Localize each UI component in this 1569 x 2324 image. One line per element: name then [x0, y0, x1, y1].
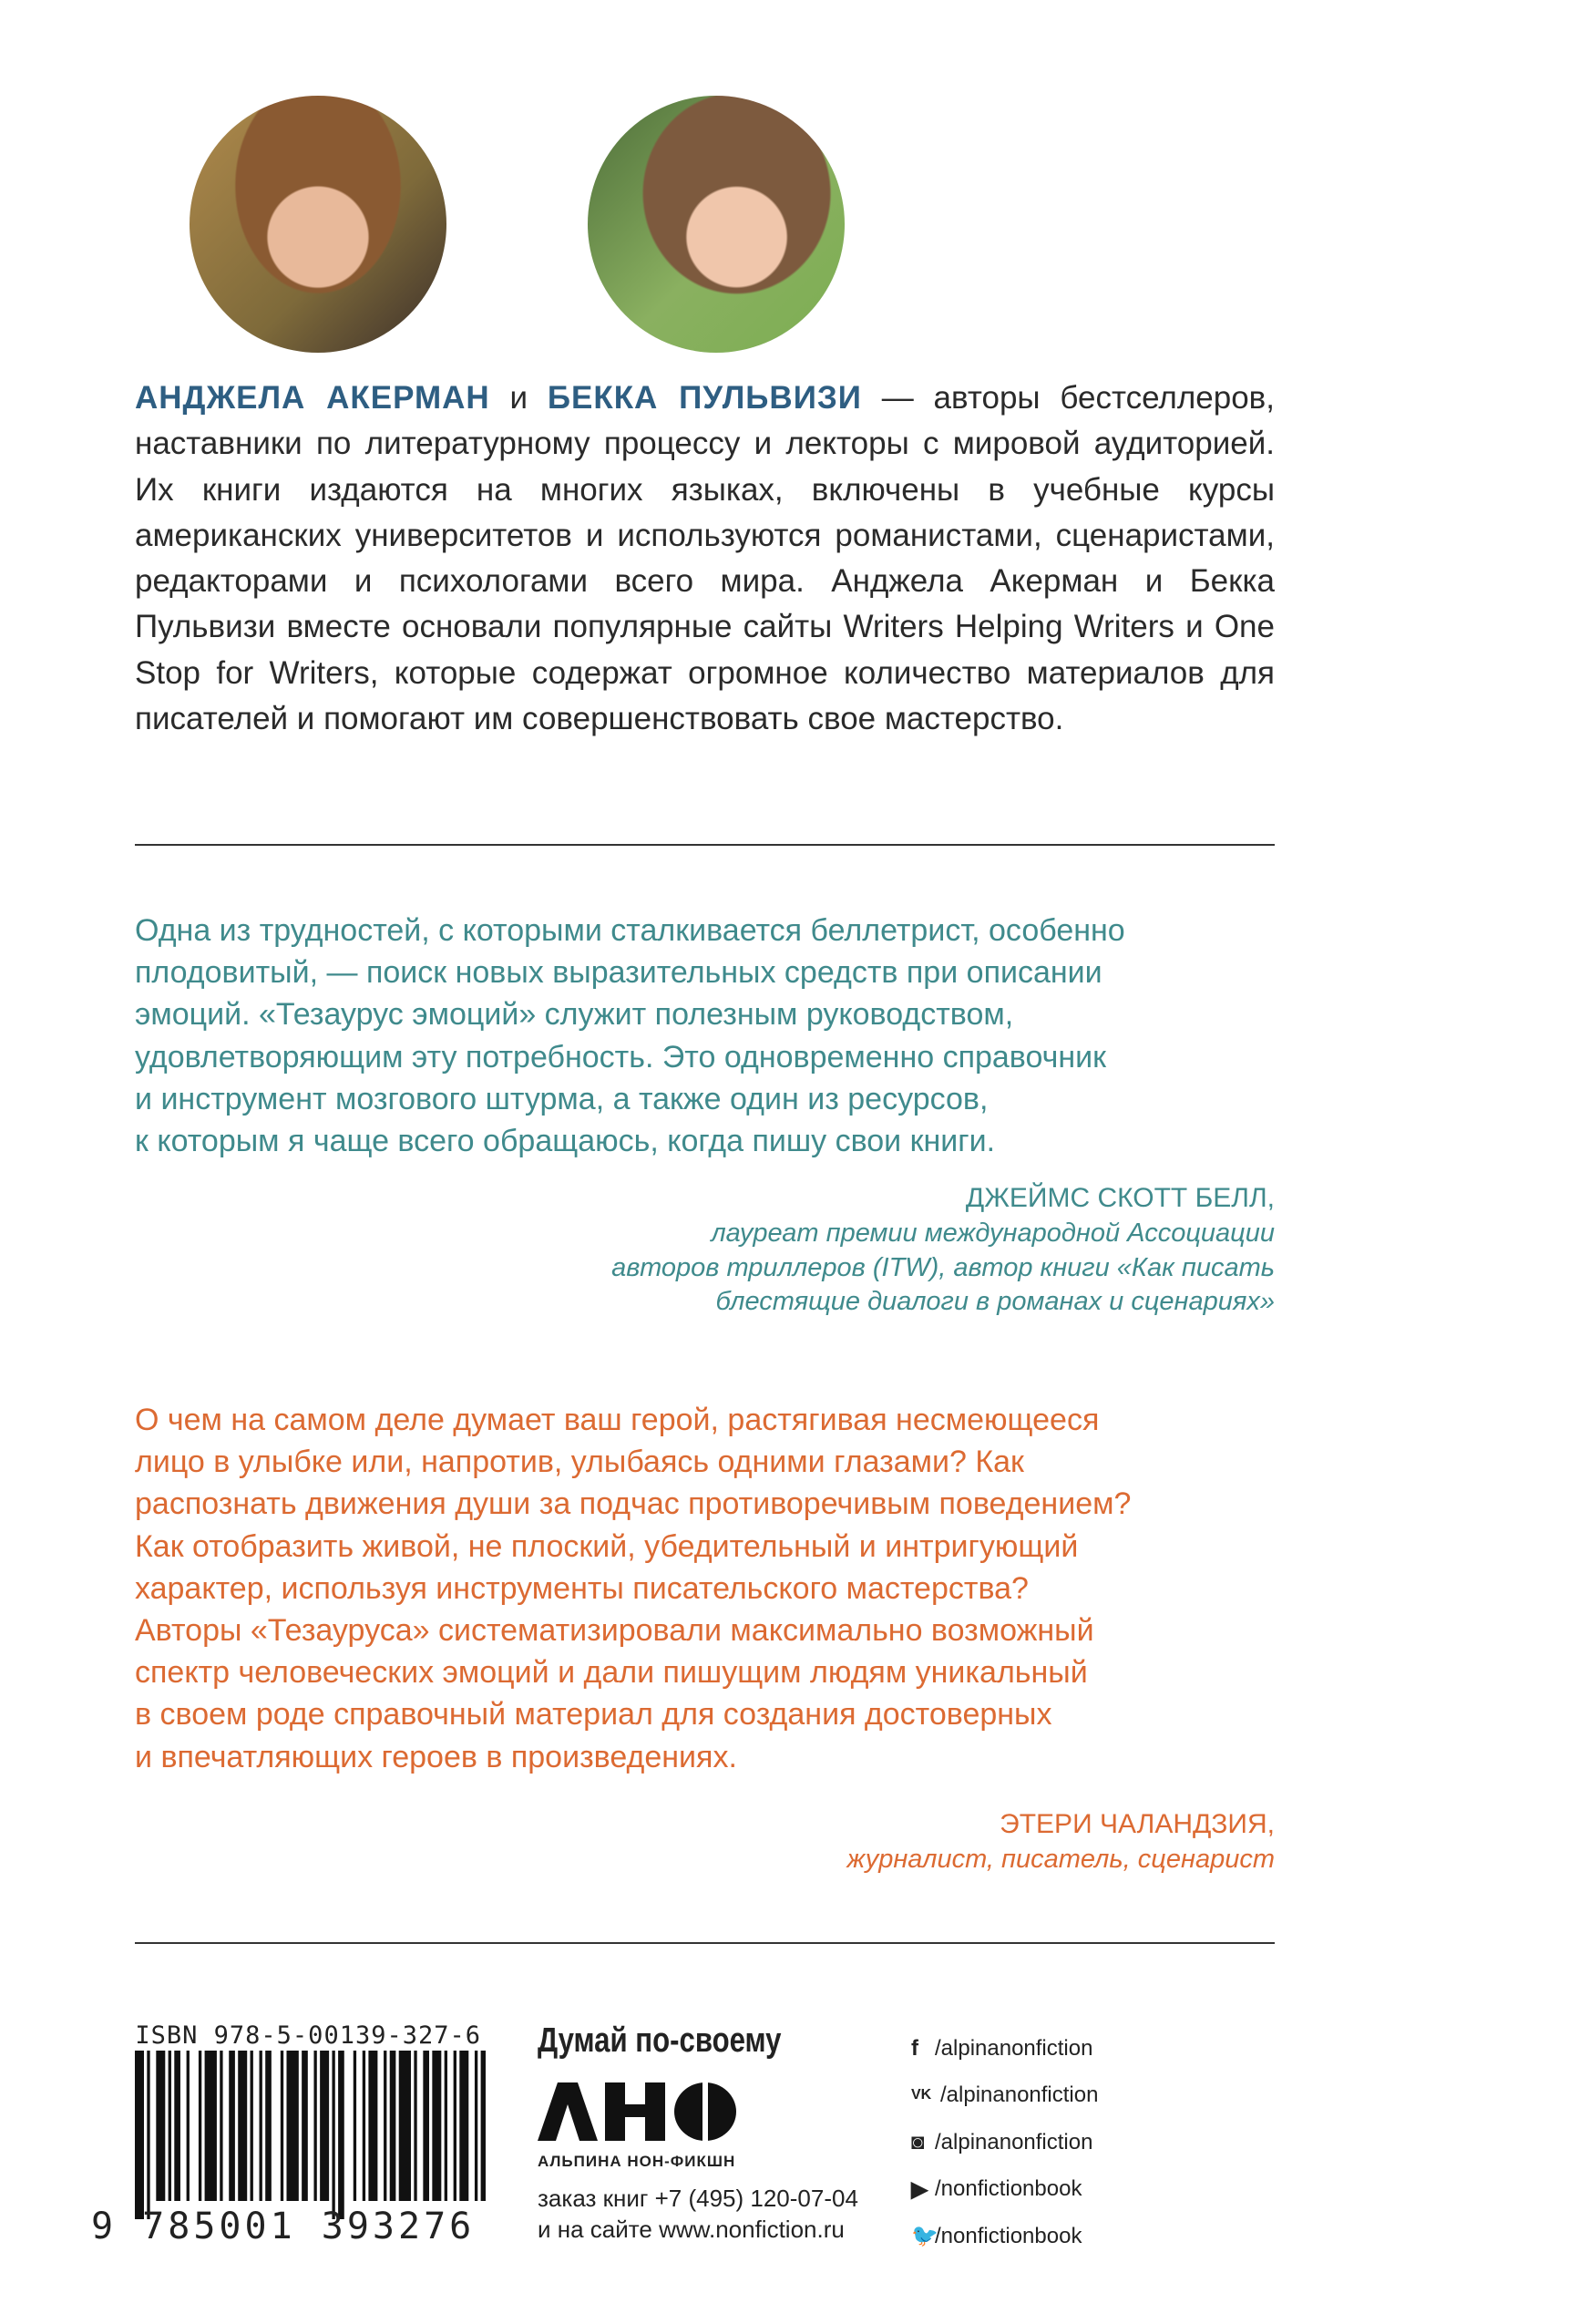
quote-line: характер, используя инструменты писательского мастерства?: [135, 1570, 1029, 1606]
barcode-bar: [199, 2051, 201, 2201]
instagram-icon: ◙: [911, 2129, 925, 2154]
barcode-bar: [302, 2051, 308, 2201]
quote-line: удовлетворяющим эту потребность. Это одновременно справочник: [135, 1039, 1107, 1075]
quote-line: плодовитый, — поиск новых выразительных средств при описании: [135, 955, 1102, 991]
quote-line: и впечатляющих героев в произведениях.: [135, 1739, 737, 1774]
quote-line: и инструмент мозгового штурма, а также один из ресурсов,: [135, 1081, 989, 1116]
bio-text: — авторы бестселлеров, наставники по литературному процессу и лекторы с мировой аудиторией. Их книги издаются на многих языках, включены в учебные курсы американских университетов и используются романистами, сценаристами, редакторами и психологами всего мира. Анджела Акерман и Бекка Пульвизи вместе основали популярные сайты Writers Helping Writers и One Stop for Writers, которые содержат огромное количество материалов для писателей и помогают им совершенствовать свое мастерство.: [135, 380, 1275, 737]
barcode-bar: [205, 2051, 217, 2201]
social-handle: /nonfictionbook: [935, 2223, 1082, 2248]
barcode-bar: [432, 2051, 441, 2201]
quote-bell-attribution: [611, 1180, 1275, 1320]
social-link[interactable]: [911, 2072, 1098, 2120]
quote-line: Как отобразить живой, не плоский, убедительный и интригующий: [135, 1528, 1079, 1564]
barcode-bar: [229, 2051, 235, 2201]
order-site[interactable]: и на сайте www.nonfiction.ru: [538, 2216, 845, 2243]
barcode-digits: 9 785001 393276: [91, 2206, 476, 2247]
divider: [135, 844, 1275, 846]
quote-line: распознать движения души за подчас противоречивым поведением?: [135, 1486, 1132, 1522]
quote-line: лицо в улыбке или, напротив, улыбаясь одними глазами? Как: [135, 1445, 1024, 1480]
author-bio: [135, 375, 1275, 742]
youtube-icon: ▶: [911, 2176, 928, 2202]
barcode-bar: [238, 2051, 247, 2201]
attribution-role: авторов триллеров (ITW), автор книги «Как писать: [611, 1252, 1275, 1282]
social-handle: /alpinanonfiction: [935, 2035, 1093, 2061]
author-photo-angela-ackerman: [190, 96, 446, 353]
barcode-bar: [459, 2051, 468, 2201]
barcode-bar: [265, 2051, 272, 2201]
social-handle: /alpinanonfiction: [940, 2082, 1099, 2108]
social-link[interactable]: [911, 2119, 1098, 2166]
barcode-bar: [313, 2051, 316, 2201]
barcode-bar: [287, 2051, 299, 2201]
barcode-bar: [320, 2051, 329, 2201]
barcode-bar: [220, 2051, 222, 2201]
attribution-role: лауреат премии международной Ассоциации: [711, 1219, 1275, 1248]
publisher-logo: [538, 2082, 738, 2141]
barcode-bar: [475, 2051, 477, 2201]
barcode-bar: [384, 2051, 386, 2201]
author-name-2: БЕККА ПУЛЬВИЗИ: [547, 380, 862, 416]
conjunction: и: [489, 380, 548, 416]
barcode: [135, 2051, 486, 2224]
attribution-role: блестящие диалоги в романах и сценариях»: [715, 1287, 1275, 1316]
order-info: [538, 2183, 858, 2245]
vk-icon: VK: [911, 2087, 932, 2103]
quote-line: спектр человеческих эмоций и дали пишущим людям уникальный: [135, 1655, 1088, 1691]
barcode-bar: [354, 2051, 356, 2201]
barcode-bar: [174, 2051, 180, 2201]
quote-line: эмоций. «Тезаурус эмоций» служит полезным руководством,: [135, 997, 1014, 1033]
barcode-bar: [169, 2051, 171, 2201]
barcode-bar: [187, 2051, 190, 2201]
social-link[interactable]: [911, 2213, 1098, 2260]
attribution-role: журналист, писатель, сценарист: [846, 1845, 1275, 1874]
barcode-bar: [135, 2051, 144, 2219]
barcode-bar: [281, 2051, 283, 2201]
social-handle: /nonfictionbook: [935, 2176, 1082, 2202]
barcode-bar: [332, 2051, 334, 2219]
barcode-bar: [445, 2051, 447, 2201]
barcode-bar: [147, 2051, 149, 2219]
quote-chalandziya-attribution: [846, 1806, 1275, 1877]
quote-line: Авторы «Тезауруса» систематизировали максимально возможный: [135, 1613, 1094, 1649]
barcode-bar: [363, 2051, 365, 2201]
barcode-bar: [481, 2051, 486, 2201]
barcode-bar: [260, 2051, 262, 2201]
quote-line: О чем на самом деле думает ваш герой, растягивая несмеющееся: [135, 1403, 1100, 1437]
quote-bell: [135, 910, 1275, 1162]
social-link[interactable]: [911, 2166, 1098, 2214]
social-link[interactable]: [911, 2025, 1098, 2072]
barcode-bar: [156, 2051, 165, 2201]
publisher-name: АЛЬПИНА НОН-ФИКШН: [538, 2153, 736, 2170]
barcode-bar: [399, 2051, 411, 2201]
facebook-icon: f: [911, 2035, 918, 2061]
divider: [135, 1942, 1275, 1944]
twitter-icon: 🐦: [911, 2224, 938, 2249]
barcode-bar: [414, 2051, 416, 2201]
attribution-name: ЭТЕРИ ЧАЛАНДЗИЯ,: [1000, 1809, 1275, 1839]
author-photo-becca-puglisi: [588, 96, 845, 353]
social-handle: /alpinanonfiction: [935, 2129, 1093, 2154]
slogan: Думай по-своему: [538, 2021, 782, 2060]
barcode-bar: [454, 2051, 456, 2201]
order-phone: заказ книг +7 (495) 120-07-04: [538, 2185, 858, 2212]
barcode-bar: [423, 2051, 429, 2201]
social-links: [911, 2025, 1098, 2260]
isbn: ISBN 978-5-00139-327-6: [135, 2021, 481, 2050]
barcode-bar: [251, 2051, 253, 2201]
author-name-1: АНДЖЕЛА АКЕРМАН: [135, 380, 490, 416]
quote-chalandziya: [135, 1399, 1275, 1778]
barcode-bar: [338, 2051, 344, 2219]
barcode-bar: [390, 2051, 396, 2201]
attribution-name: ДЖЕЙМС СКОТТ БЕЛЛ,: [965, 1183, 1275, 1213]
quote-line: Одна из трудностей, с которыми сталкивается беллетрист, особенно: [135, 913, 1125, 948]
quote-line: к которым я чаще всего обращаюсь, когда пишу свои книги.: [135, 1124, 996, 1159]
barcode-bar: [368, 2051, 377, 2201]
quote-line: в своем роде справочный материал для создания достоверных: [135, 1697, 1052, 1733]
